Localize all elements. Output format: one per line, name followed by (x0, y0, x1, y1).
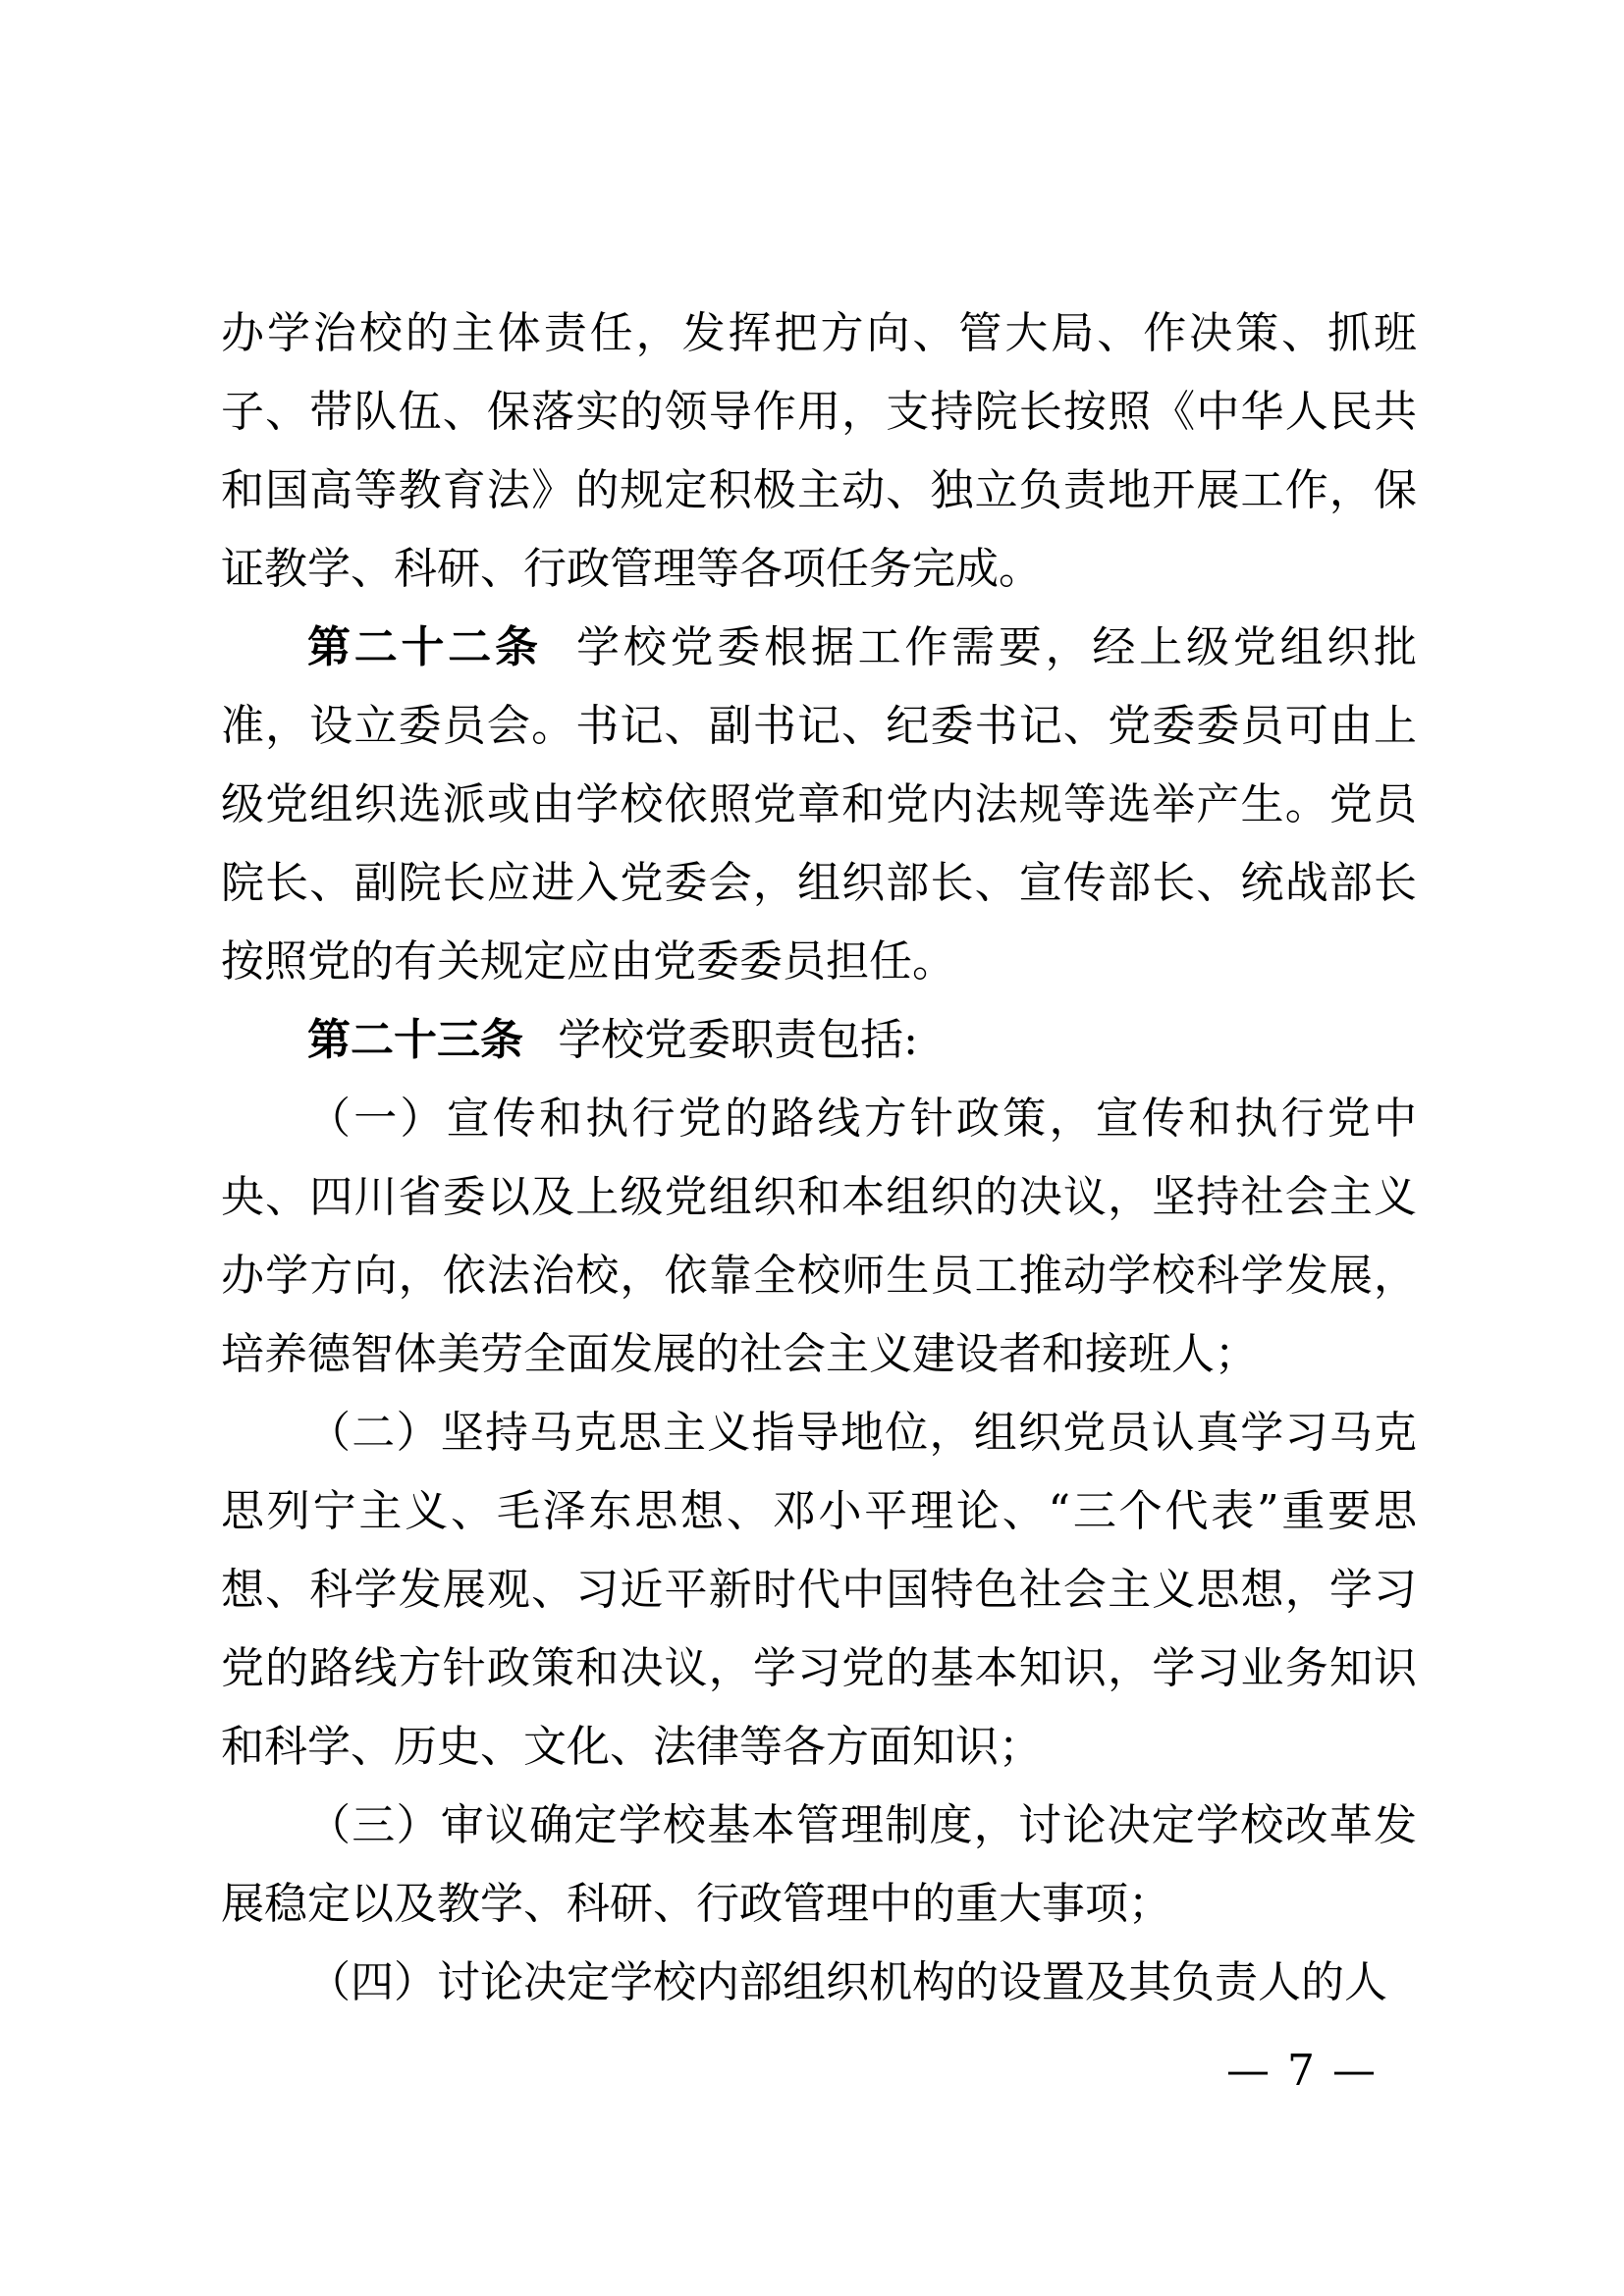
paragraph-item-4: （四）讨论决定学校内部组织机构的设置及其负责人的人 (307, 1957, 1387, 2007)
article-23-number: 第二十三条 (307, 1015, 523, 1065)
paragraph-item-3: （三）审议确定学校基本管理制度，讨论决定学校改革发展稳定以及教学、科研、行政管理中的重大事项； (221, 1800, 1417, 1929)
paragraph-article-23 (221, 1001, 1417, 1080)
article-22-number: 第二十二条 (307, 622, 542, 672)
article-22-text: 学校党委根据工作需要，经上级党组织批准，设立委员会。书记、副书记、纪委书记、党委委员可由上级党组织选派或由学校依照党章和党内法规等选举产生。党员院长、副院长应进入党委会，组织部长、宣传部长、统战部长按照党的有关规定应由党委委员担任。 (221, 622, 1418, 987)
article-23-text: 学校党委职责包括: (558, 1015, 919, 1065)
page-number: — 7 — (1226, 2046, 1378, 2096)
paragraph-article-22 (221, 609, 1417, 1001)
paragraph-item-2: （二）坚持马克思主义指导地位，组织党员认真学习马克思列宁主义、毛泽东思想、邓小平理论、“三个代表”重要思想、科学发展观、习近平新时代中国特色社会主义思想，学习党的路线方针政策和决议，学习党的基本知识，学习业务知识和科学、历史、文化、法律等各方面知识； (221, 1408, 1417, 1772)
document-body (221, 294, 1417, 2022)
paragraph-continuation: 办学治校的主体责任，发挥把方向、管大局、作决策、抓班子、带队伍、保落实的领导作用，支持院长按照《中华人民共和国高等教育法》的规定积极主动、独立负责地开展工作，保证教学、科研、行政管理等各项任务完成。 (221, 308, 1417, 594)
paragraph-item-1: （一）宣传和执行党的路线方针政策，宣传和执行党中央、四川省委以及上级党组织和本组织的决议，坚持社会主义办学方向，依法治校，依靠全校师生员工推动学校科学发展，培养德智体美劳全面发展的社会主义建设者和接班人； (221, 1094, 1417, 1379)
